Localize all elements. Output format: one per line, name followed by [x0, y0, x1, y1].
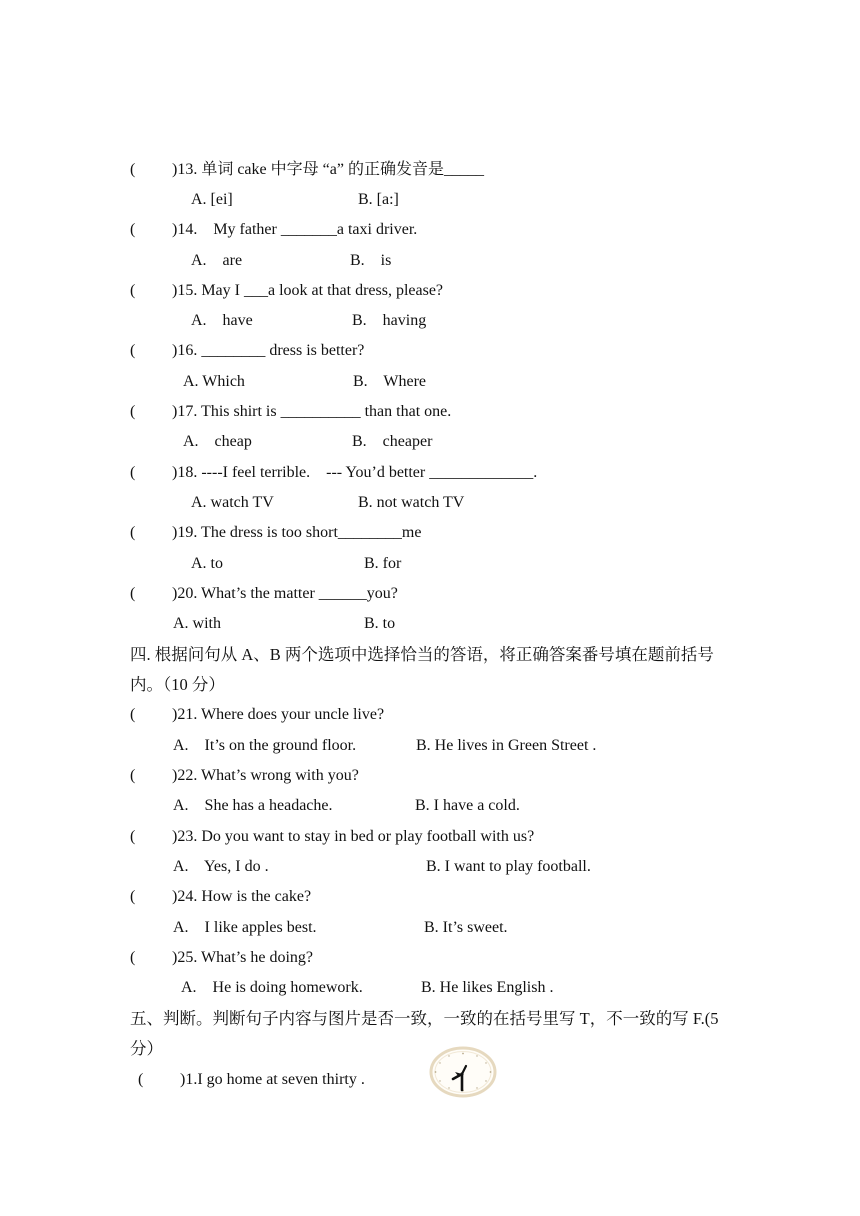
option-a: A. have — [191, 312, 253, 329]
option-b: B. He likes English . — [421, 979, 554, 996]
section-5-heading: 五、判断。判断句子内容与图片是否一致，一致的在括号里写 T，不一致的写 F.(5 — [130, 1009, 719, 1028]
option-b: B. [a:] — [358, 191, 399, 208]
answer-paren[interactable]: ( — [138, 1071, 144, 1088]
answer-paren[interactable]: ( — [130, 949, 136, 966]
question-text: )23. Do you want to stay in bed or play football with us? — [172, 828, 535, 845]
answer-paren[interactable]: ( — [130, 403, 136, 420]
option-b: B. cheaper — [352, 433, 433, 450]
option-a: A. He is doing homework. — [181, 979, 363, 996]
question-text: )24. How is the cake? — [172, 888, 312, 905]
option-b: B. Where — [353, 373, 427, 390]
option-a: A. She has a headache. — [173, 797, 333, 814]
option-a: A. with — [173, 615, 221, 632]
answer-paren[interactable]: ( — [130, 828, 136, 845]
question-text: )22. What’s wrong with you? — [172, 767, 359, 784]
clock-icon — [429, 1046, 497, 1098]
question-text: )18. ----I feel terrible. --- You’d better _____________. — [172, 464, 538, 481]
option-a: A. Which — [183, 373, 245, 390]
option-b: B. It’s sweet. — [424, 919, 508, 936]
answer-paren[interactable]: ( — [130, 706, 136, 723]
option-b: B. for — [364, 555, 402, 572]
answer-paren[interactable]: ( — [130, 888, 136, 905]
option-b: B. not watch TV — [358, 494, 465, 511]
option-a: A. [ei] — [191, 191, 233, 208]
option-a: A. watch TV — [191, 494, 274, 511]
section-4-heading: 四. 根据问句从 A、B 两个选项中选择恰当的答语，将正确答案番号填在题前括号 — [130, 645, 714, 664]
judge-text: )1.I go home at seven thirty . — [180, 1071, 365, 1088]
question-text: )13. 单词 cake 中字母 “a” 的正确发音是_____ — [172, 161, 484, 178]
answer-paren[interactable]: ( — [130, 585, 136, 602]
section-5-heading-cont: 分） — [130, 1039, 163, 1058]
option-a: A. I like apples best. — [173, 919, 317, 936]
answer-paren[interactable]: ( — [130, 524, 136, 541]
option-b: B. having — [352, 312, 427, 329]
option-b: B. I have a cold. — [415, 797, 520, 814]
question-text: )20. What’s the matter ______you? — [172, 585, 398, 602]
question-text: )15. May I ___a look at that dress, please? — [172, 282, 444, 299]
answer-paren[interactable]: ( — [130, 161, 136, 178]
answer-paren[interactable]: ( — [130, 221, 136, 238]
option-b: B. is — [350, 252, 392, 269]
option-a: A. Yes, I do . — [173, 858, 269, 875]
question-text: )16. ________ dress is better? — [172, 342, 365, 359]
question-text: )14. My father _______a taxi driver. — [172, 221, 418, 238]
option-b: B. He lives in Green Street . — [416, 737, 597, 754]
answer-paren[interactable]: ( — [130, 282, 136, 299]
answer-paren[interactable]: ( — [130, 767, 136, 784]
question-text: )21. Where does your uncle live? — [172, 706, 385, 723]
option-a: A. cheap — [183, 433, 252, 450]
answer-paren[interactable]: ( — [130, 464, 136, 481]
option-a: A. are — [191, 252, 243, 269]
question-text: )19. The dress is too short________me — [172, 524, 422, 541]
question-text: )17. This shirt is __________ than that one. — [172, 403, 452, 420]
section-4-heading-cont: 内。（10 分） — [130, 675, 225, 694]
option-a: A. to — [191, 555, 223, 572]
question-text: )25. What’s he doing? — [172, 949, 314, 966]
option-b: B. I want to play football. — [426, 858, 591, 875]
answer-paren[interactable]: ( — [130, 342, 136, 359]
option-a: A. It’s on the ground floor. — [173, 737, 357, 754]
option-b: B. to — [364, 615, 396, 632]
